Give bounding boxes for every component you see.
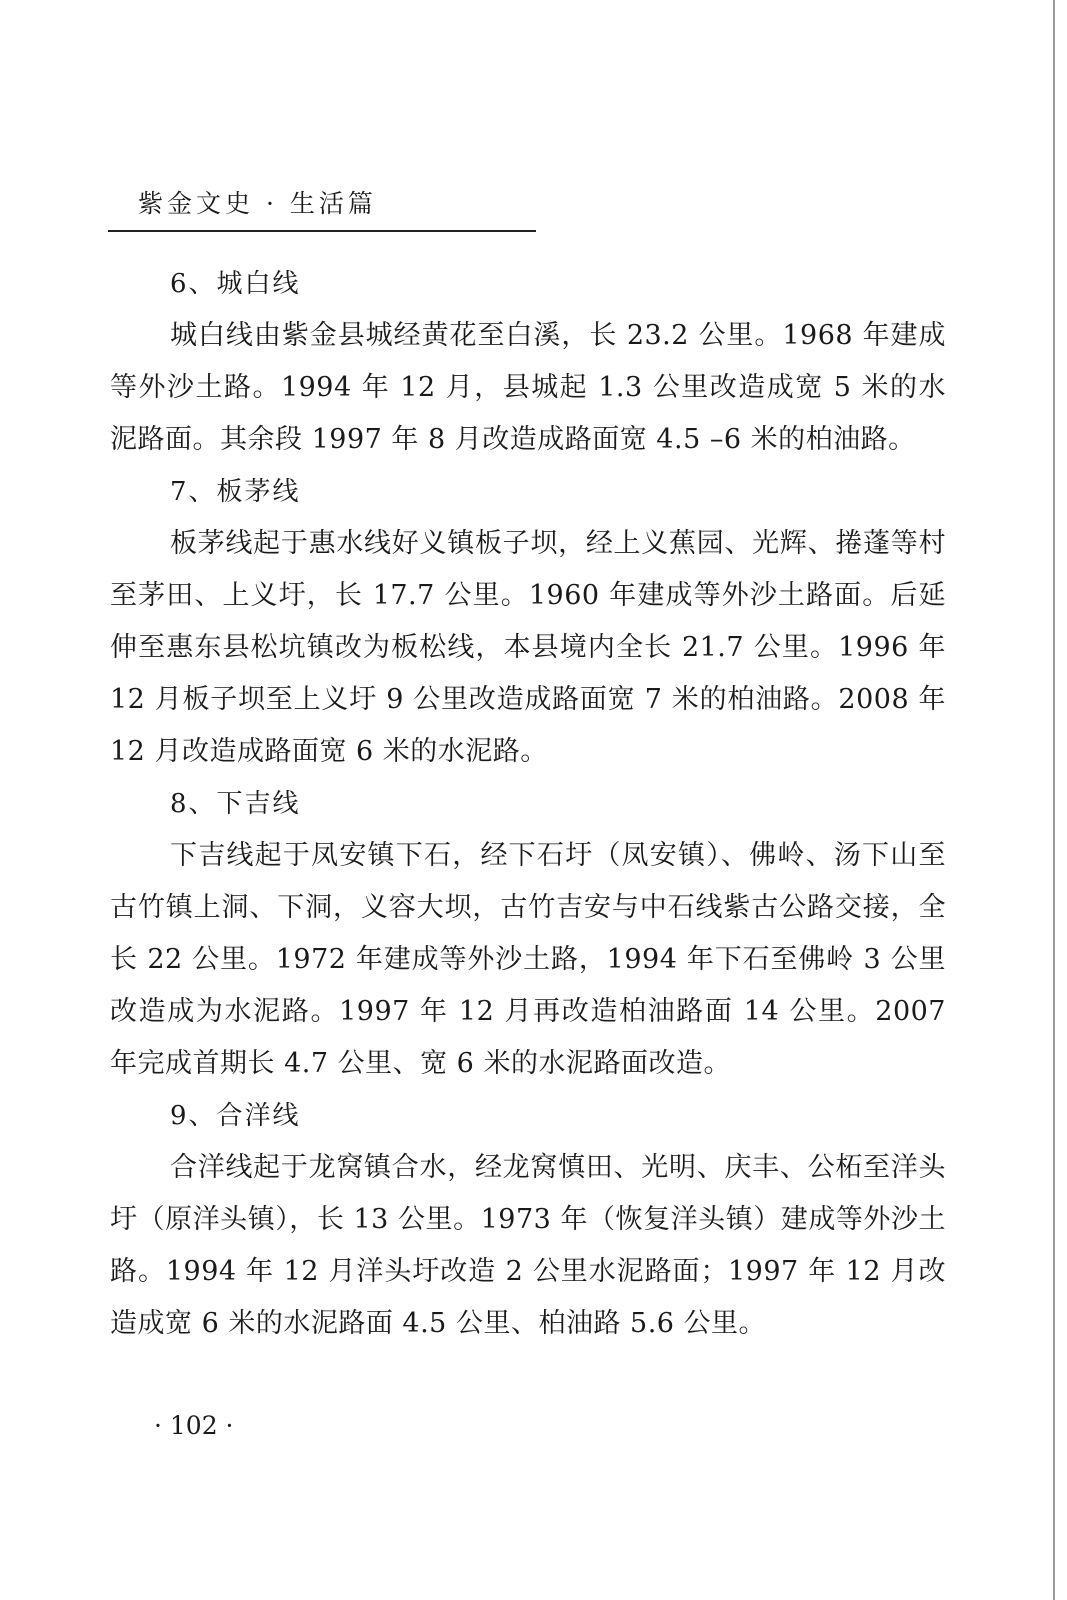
section-paragraph: 合洋线起于龙窝镇合水，经龙窝慎田、光明、庆丰、公柘至洋头圩（原洋头镇），长 13 公里。1973 年（恢复洋头镇）建成等外沙土路。1994 年 12 月洋头圩改造 2 公里水泥路面；1997 年 12 月改造成宽 6 米的水泥路面 4.5 公里、柏油路 5.6 公里。 <box>110 1152 946 1339</box>
header-rule <box>108 230 536 232</box>
page-number: · 102 · <box>154 1411 234 1440</box>
section-xia-ji-line <box>110 778 946 1090</box>
page-edge-line <box>1053 0 1055 1600</box>
running-head: 紫金文史 · 生活篇 <box>138 189 377 218</box>
section-paragraph: 城白线由紫金县城经黄花至白溪，长 23.2 公里。1968 年建成等外沙土路。1994 年 12 月，县城起 1.3 公里改造成宽 5 米的水泥路面。其余段 1997 年 8 月改造成路面宽 4.5 –6 米的柏油路。 <box>110 320 946 455</box>
section-heading: 9、合洋线 <box>170 1101 301 1131</box>
section-heading: 8、下吉线 <box>170 789 301 819</box>
section-heading: 6、城白线 <box>170 269 301 299</box>
section-paragraph: 板茅线起于惠水线好义镇板子坝，经上义蕉园、光辉、捲蓬等村至茅田、上义圩，长 17.7 公里。1960 年建成等外沙土路面。后延伸至惠东县松坑镇改为板松线，本县境内全长 21.7 公里。1996 年 12 月板子坝至上义圩 9 公里改造成路面宽 7 米的柏油路。2008 年 12 月改造成路面宽 6 米的水泥路。 <box>110 528 946 767</box>
section-he-yang-line <box>110 1090 946 1350</box>
section-ban-mao-line <box>110 466 946 778</box>
page-content <box>110 258 946 1350</box>
section-heading: 7、板茅线 <box>170 477 301 507</box>
section-cheng-bai-line <box>110 258 946 466</box>
section-paragraph: 下吉线起于凤安镇下石，经下石圩（凤安镇）、佛岭、汤下山至古竹镇上洞、下洞，义容大坝，古竹吉安与中石线紫古公路交接，全长 22 公里。1972 年建成等外沙土路，1994 年下石至佛岭 3 公里改造成为水泥路。1997 年 12 月再改造柏油路面 14 公里。2007 年完成首期长 4.7 公里、宽 6 米的水泥路面改造。 <box>110 840 946 1079</box>
